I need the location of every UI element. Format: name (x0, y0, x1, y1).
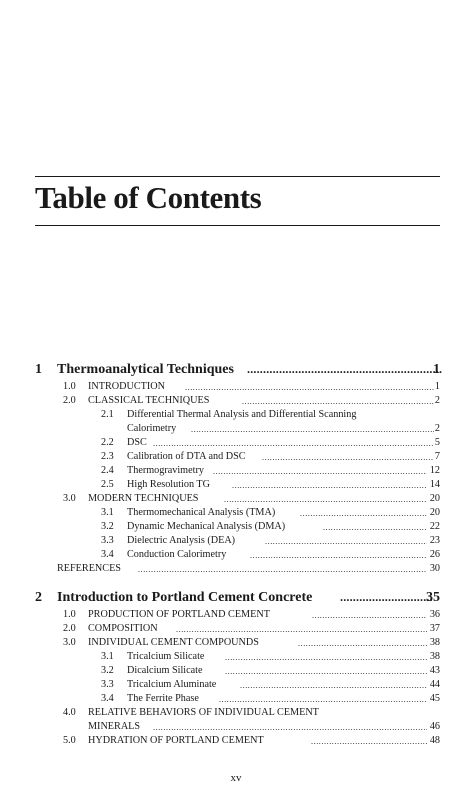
entry-text: Calibration of DTA and DSC (127, 451, 246, 462)
toc-entry[interactable] (0, 563, 472, 577)
entry-number: 3.0 (63, 493, 76, 504)
dot-leader (224, 493, 427, 507)
entry-number: 3.1 (101, 507, 114, 518)
entry-page-number: 2 (434, 395, 440, 406)
entry-number: 2.0 (63, 623, 76, 634)
entry-text: The Ferrite Phase (127, 693, 199, 704)
entry-page-number: 12 (429, 465, 440, 476)
dot-leader (262, 451, 434, 465)
toc-entry[interactable] (0, 549, 472, 563)
entry-page-number: 14 (429, 479, 440, 490)
toc-entry[interactable] (0, 679, 472, 693)
entry-number: 2.3 (101, 451, 114, 462)
entry-number: 3.4 (101, 693, 114, 704)
entry-text: Calorimetry (127, 423, 177, 434)
entry-text: Conduction Calorimetry (127, 549, 227, 560)
entry-text: High Resolution TG (127, 479, 211, 490)
dot-leader (213, 465, 427, 479)
dot-leader (242, 395, 434, 409)
toc-entry[interactable] (0, 707, 472, 721)
toc-entry[interactable] (0, 521, 472, 535)
entry-number: 2.1 (101, 409, 114, 420)
entry-page-number: 43 (429, 665, 440, 676)
dot-leader (311, 735, 427, 749)
entry-page-number: 48 (429, 735, 440, 746)
entry-page-number: 38 (429, 651, 440, 662)
chapter-page-number: 35 (426, 590, 440, 605)
entry-text: Differential Thermal Analysis and Differential Scanning (127, 409, 357, 420)
entry-text: INDIVIDUAL CEMENT COMPOUNDS (88, 637, 259, 648)
entry-text: INTRODUCTION (88, 381, 165, 392)
dot-leader (312, 609, 427, 623)
entry-number: 5.0 (63, 735, 76, 746)
dot-leader (153, 437, 434, 451)
dot-leader (176, 623, 427, 637)
top-rule (35, 176, 440, 177)
entry-page-number: 23 (429, 535, 440, 546)
entry-text: Thermogravimetry (127, 465, 204, 476)
entry-text: REFERENCES (57, 563, 121, 574)
entry-page-number: 44 (429, 679, 440, 690)
entry-number: 2.0 (63, 395, 76, 406)
dot-leader (240, 679, 427, 693)
toc-entry-continuation[interactable] (0, 721, 472, 735)
entry-number: 3.1 (101, 651, 114, 662)
chapter-number: 2 (35, 590, 42, 605)
toc-entry[interactable] (0, 451, 472, 465)
entry-number: 2.5 (101, 479, 114, 490)
dot-leader (340, 590, 432, 604)
chapter-2-heading[interactable] (0, 590, 472, 608)
dot-leader (219, 693, 427, 707)
entry-text: Dynamic Mechanical Analysis (DMA) (127, 521, 286, 532)
entry-page-number: 5 (434, 437, 440, 448)
entry-page-number: 30 (429, 563, 440, 574)
entry-page-number: 36 (429, 609, 440, 620)
entry-number: 3.0 (63, 637, 76, 648)
dot-leader (265, 535, 427, 549)
toc-entry[interactable] (0, 735, 472, 749)
toc-entry-continuation[interactable] (0, 423, 472, 437)
entry-text: Thermomechanical Analysis (TMA) (127, 507, 276, 518)
entry-number: 4.0 (63, 707, 76, 718)
entry-page-number: 46 (429, 721, 440, 732)
entry-number: 3.4 (101, 549, 114, 560)
dot-leader (300, 507, 427, 521)
toc-entry[interactable] (0, 665, 472, 679)
entry-page-number: 45 (429, 693, 440, 704)
chapter-title: Introduction to Portland Cement Concrete (57, 590, 313, 605)
toc-entry[interactable] (0, 493, 472, 507)
page-title: Table of Contents (35, 180, 262, 215)
entry-number: 3.2 (101, 521, 114, 532)
entry-text: Tricalcium Aluminate (127, 679, 217, 690)
entry-text: COMPOSITION (88, 623, 158, 634)
toc-entry[interactable] (0, 479, 472, 493)
dot-leader (138, 563, 427, 577)
toc-entry[interactable] (0, 693, 472, 707)
toc-entry[interactable] (0, 465, 472, 479)
entry-page-number: 2 (434, 423, 440, 434)
toc-entry[interactable] (0, 609, 472, 623)
entry-number: 3.2 (101, 665, 114, 676)
title-underline-rule (35, 225, 440, 226)
entry-page-number: 26 (429, 549, 440, 560)
entry-text: Dicalcium Silicate (127, 665, 203, 676)
toc-entry[interactable] (0, 535, 472, 549)
entry-text: CLASSICAL TECHNIQUES (88, 395, 210, 406)
entry-page-number: 20 (429, 493, 440, 504)
entry-number: 1.0 (63, 609, 76, 620)
toc-entry[interactable] (0, 437, 472, 451)
dot-leader (225, 651, 427, 665)
toc-entry[interactable] (0, 381, 472, 395)
entry-text: HYDRATION OF PORTLAND CEMENT (88, 735, 264, 746)
entry-number: 3.3 (101, 679, 114, 690)
dot-leader (185, 381, 434, 395)
dot-leader (153, 721, 427, 735)
toc-entry[interactable] (0, 623, 472, 637)
dot-leader (232, 479, 427, 493)
toc-entry[interactable] (0, 395, 472, 409)
entry-page-number: 7 (434, 451, 440, 462)
entry-page-number: 37 (429, 623, 440, 634)
entry-number: 3.3 (101, 535, 114, 546)
entry-number: 2.4 (101, 465, 114, 476)
entry-text: RELATIVE BEHAVIORS OF INDIVIDUAL CEMENT (88, 707, 319, 718)
dot-leader (225, 665, 427, 679)
entry-text: Dielectric Analysis (DEA) (127, 535, 236, 546)
toc-entry[interactable] (0, 409, 472, 423)
entry-text: MODERN TECHNIQUES (88, 493, 199, 504)
entry-number: 2.2 (101, 437, 114, 448)
dot-leader (191, 423, 434, 437)
entry-number: 1.0 (63, 381, 76, 392)
entry-text: DSC (127, 437, 147, 448)
entry-text: MINERALS (88, 721, 141, 732)
toc-entry[interactable] (0, 651, 472, 665)
entry-text: PRODUCTION OF PORTLAND CEMENT (88, 609, 270, 620)
toc-entry[interactable] (0, 637, 472, 651)
entry-page-number: 38 (429, 637, 440, 648)
dot-leader (250, 549, 427, 563)
entry-page-number: 1 (434, 381, 440, 392)
chapter-page-number: 1 (433, 362, 440, 377)
dot-leader (323, 521, 427, 535)
dot-leader (298, 637, 427, 651)
chapter-1-heading[interactable] (0, 362, 472, 380)
entry-page-number: 20 (429, 507, 440, 518)
entry-text: Tricalcium Silicate (127, 651, 205, 662)
page-number-footer: xv (230, 772, 242, 784)
chapter-number: 1 (35, 362, 42, 377)
entry-page-number: 22 (429, 521, 440, 532)
toc-entry[interactable] (0, 507, 472, 521)
chapter-title: Thermoanalytical Techniques (57, 362, 234, 377)
dot-leader (247, 362, 442, 376)
